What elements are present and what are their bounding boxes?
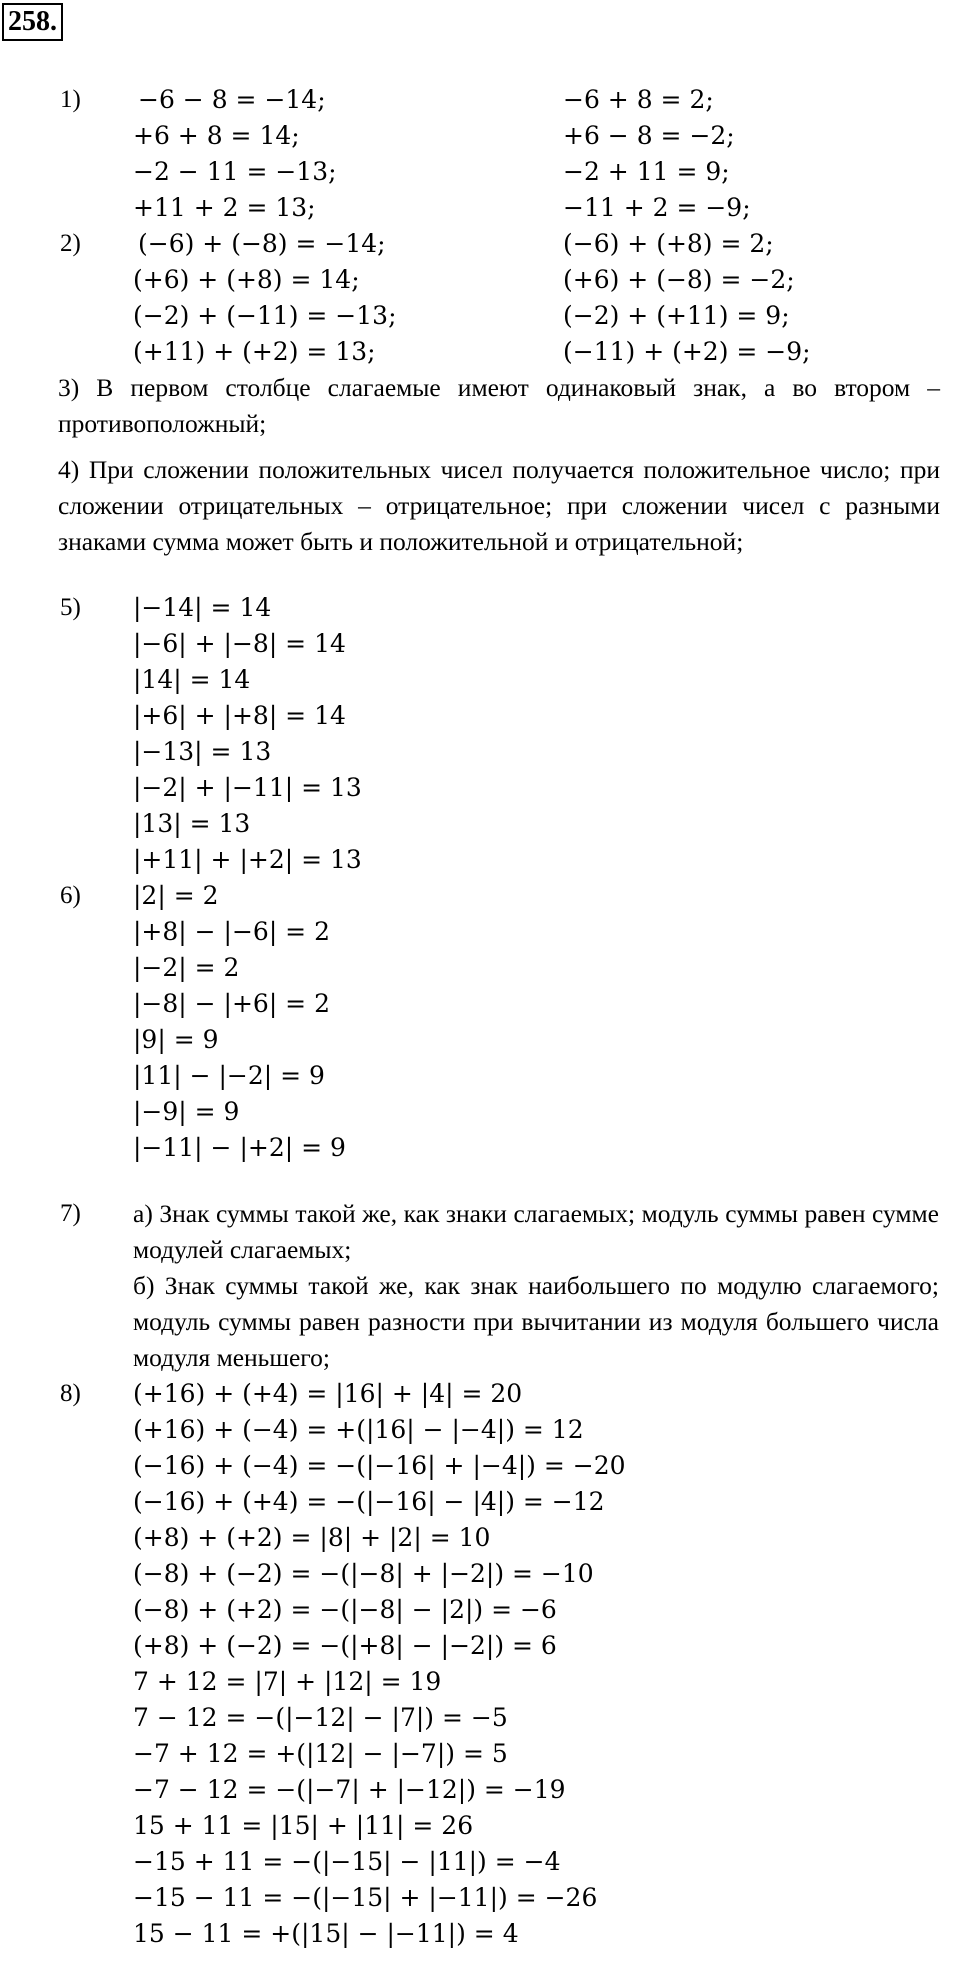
equation-1-right-4: −11 + 2 = −9; [563,193,751,222]
modulus-5-line-2: |−6| + |−8| = 14 [133,629,346,658]
modulus-6-line-2: |+8| − |−6| = 2 [133,917,330,946]
equation-2-right-2: (+6) + (−8) = −2; [563,265,795,294]
item-number-5: 5) [60,594,81,621]
equation-2-left-4: (+11) + (+2) = 13; [133,337,376,366]
item-3-text: 3) В первом столбце слагаемые имеют одинаковый знак, а во втором – противоположный; [58,373,940,438]
modulus-6-line-5: |9| = 9 [133,1025,219,1054]
equation-2-right-1: (−6) + (+8) = 2; [563,229,774,258]
item-7a-text: а) Знак суммы такой же, как знаки слагаемых; модуль суммы равен сумме модулей слагаемых; [133,1199,939,1264]
modulus-6-line-7: |−9| = 9 [133,1097,240,1126]
calc-8-line-5: (+8) + (+2) = |8| + |2| = 10 [133,1523,491,1552]
calc-8-line-3: (−16) + (−4) = −(|−16| + |−4|) = −20 [133,1451,626,1480]
equation-1-right-3: −2 + 11 = 9; [563,157,730,186]
modulus-6-line-6: |11| − |−2| = 9 [133,1061,325,1090]
calc-8-line-7: (−8) + (+2) = −(|−8| − |2|) = −6 [133,1595,557,1624]
item-number-7: 7) [60,1200,81,1227]
equation-1-left-3: −2 − 11 = −13; [133,157,337,186]
equation-2-right-4: (−11) + (+2) = −9; [563,337,811,366]
item-number-2: 2) [60,230,81,257]
item-7b-text: б) Знак суммы такой же, как знак наибольшего по модулю слагаемого; модуль суммы равен разности при вычитании из модуля большего числа модуля меньшего; [133,1271,939,1372]
equation-2-left-3: (−2) + (−11) = −13; [133,301,397,330]
calc-8-line-2: (+16) + (−4) = +(|16| − |−4|) = 12 [133,1415,584,1444]
calc-8-line-11: −7 + 12 = +(|12| − |−7|) = 5 [133,1739,508,1768]
calc-8-line-14: −15 + 11 = −(|−15| − |11|) = −4 [133,1847,561,1876]
equation-2-left-1: (−6) + (−8) = −14; [138,229,386,258]
modulus-6-line-1: |2| = 2 [133,881,219,910]
modulus-5-line-6: |−2| + |−11| = 13 [133,773,362,802]
task-number: 258. [2,3,63,41]
equation-1-right-2: +6 − 8 = −2; [563,121,735,150]
equation-1-right-1: −6 + 8 = 2; [563,85,714,114]
calc-8-line-12: −7 − 12 = −(|−7| + |−12|) = −19 [133,1775,566,1804]
modulus-6-line-8: |−11| − |+2| = 9 [133,1133,346,1162]
modulus-5-line-4: |+6| + |+8| = 14 [133,701,346,730]
item-number-8: 8) [60,1380,81,1407]
calc-8-line-4: (−16) + (+4) = −(|−16| − |4|) = −12 [133,1487,605,1516]
modulus-5-line-3: |14| = 14 [133,665,251,694]
item-number-1: 1) [60,86,81,113]
item-number-6: 6) [60,882,81,909]
modulus-5-line-1: |−14| = 14 [133,593,272,622]
calc-8-line-10: 7 − 12 = −(|−12| − |7|) = −5 [133,1703,508,1732]
calc-8-line-1: (+16) + (+4) = |16| + |4| = 20 [133,1379,523,1408]
modulus-6-line-3: |−2| = 2 [133,953,240,982]
item-4-text: 4) При сложении положительных чисел получается положительное число; при сложении отрицательных – отрицательное; при сложении чисел с разными знаками сумма может быть и положительной и отрицательной; [58,455,940,556]
modulus-6-line-4: |−8| − |+6| = 2 [133,989,330,1018]
equation-2-right-3: (−2) + (+11) = 9; [563,301,790,330]
modulus-5-line-8: |+11| + |+2| = 13 [133,845,362,874]
calc-8-line-13: 15 + 11 = |15| + |11| = 26 [133,1811,474,1840]
calc-8-line-16: 15 − 11 = +(|15| − |−11|) = 4 [133,1919,519,1948]
calc-8-line-15: −15 − 11 = −(|−15| + |−11|) = −26 [133,1883,598,1912]
modulus-5-line-5: |−13| = 13 [133,737,272,766]
equation-1-left-1: −6 − 8 = −14; [138,85,326,114]
calc-8-line-9: 7 + 12 = |7| + |12| = 19 [133,1667,442,1696]
modulus-5-line-7: |13| = 13 [133,809,251,838]
calc-8-line-6: (−8) + (−2) = −(|−8| + |−2|) = −10 [133,1559,594,1588]
equation-2-left-2: (+6) + (+8) = 14; [133,265,360,294]
equation-1-left-4: +11 + 2 = 13; [133,193,316,222]
calc-8-line-8: (+8) + (−2) = −(|+8| − |−2|) = 6 [133,1631,557,1660]
equation-1-left-2: +6 + 8 = 14; [133,121,300,150]
